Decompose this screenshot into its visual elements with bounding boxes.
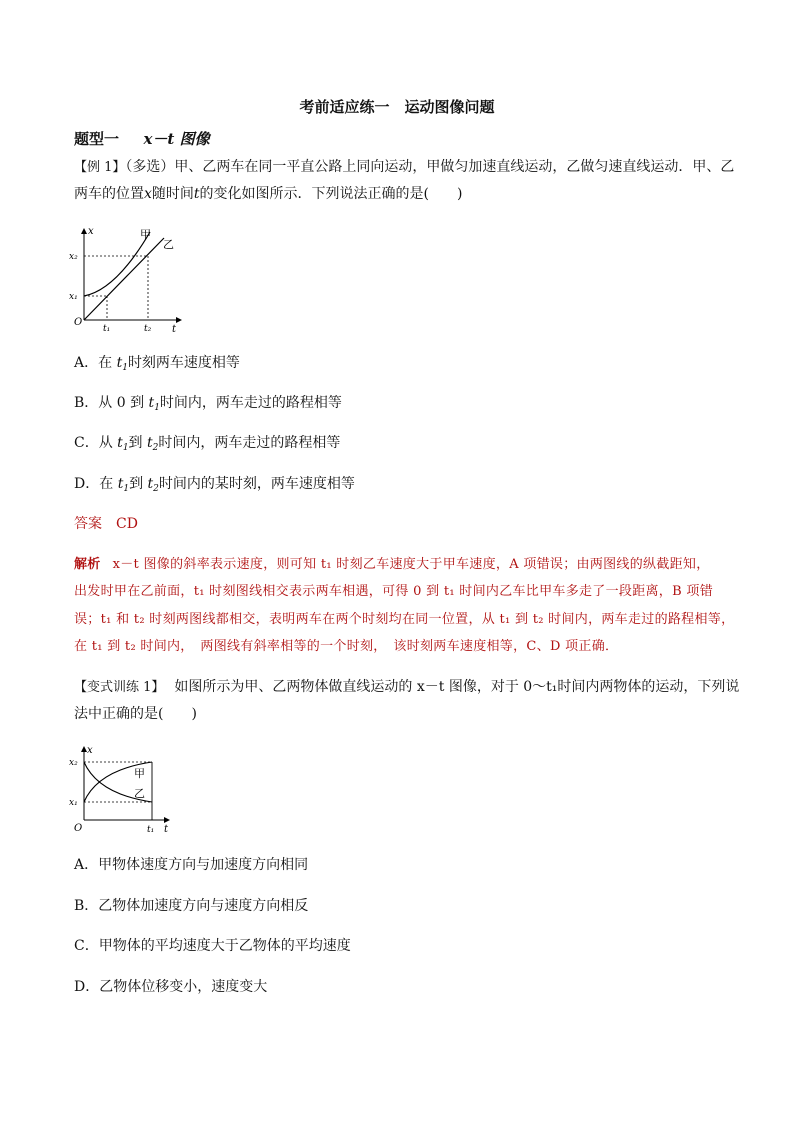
variant1-line2: 法中正确的是( ) [74,706,197,722]
curve-yi-label: 乙 [163,238,174,251]
x1-label: x₁ [69,292,78,302]
option-c-text: 时间内，两车走过的路程相等 [158,435,341,451]
x-axis-label: t [172,324,177,335]
x1-label: x₁ [69,798,78,808]
t2-label: t₂ [144,324,152,334]
solution-label: 解析 [74,557,101,572]
variant1-line1 [74,677,739,698]
t1-label: t₁ [147,825,155,835]
t1-symbol: $t_1$ [117,476,130,494]
example1-tag: 【例 1】 [74,160,126,175]
curve-jia-label: 甲 [140,228,151,241]
variant1-option-d: D．乙物体位移变小，速度变大 [74,979,268,995]
curve-jia-label: 甲 [134,767,145,780]
var-t: t [193,186,200,202]
solution-line-4: 在 t₁ 到 t₂ 时间内， 两图线有斜率相等的一个时刻， 该时刻两车速度相等，C、D 项正确． [74,639,619,654]
option-d-pre: D．在 [74,476,118,492]
curve-yi-label: 乙 [134,787,145,800]
answer-value: CD [116,516,138,532]
example1-text2c: 的变化如图所示．下列说法正确的是( ) [199,186,463,202]
t1-symbol: $t_1$ [148,395,160,413]
line-yi [84,238,164,320]
section-prefix: 题型一 [74,130,120,148]
example1-line2 [74,184,462,204]
option-b-text: 时间内，两车走过的路程相等 [159,395,342,411]
solution-line-1 [74,555,710,575]
answer [74,514,138,534]
option-a-text: 时刻两车速度相等 [127,355,240,371]
origin-label: O [74,317,83,328]
y-axis-label: x [88,226,94,237]
t1-symbol: $t_1$ [117,435,129,453]
t1-label: t₁ [103,324,111,334]
t1-symbol: $t_1$ [116,355,128,373]
x-axis-label: t [164,824,169,835]
option-c [74,433,340,453]
t2-symbol: $t_2$ [147,476,159,494]
solution-text-1: x－t 图像的斜率表示速度，则可知 t₁ 时刻乙车速度大于甲车速度，A 项错误；由两图线的纵截距知， [112,557,710,572]
page-title: 考前适应练一 运动图像问题 [299,98,495,116]
variant1-tag: 【变式训练 1】 [74,680,165,695]
solution-line-2: 出发时甲在乙前面，t₁ 时刻图线相交表示两车相遇，可得 0 到 t₁ 时间内乙车比甲车多走了一段距离，B 项错 [74,584,713,599]
variant1-option-b: B．乙物体加速度方向与速度方向相反 [74,898,309,914]
variant1-graph [68,744,178,836]
section-label: x－t 图像 [143,130,210,148]
option-c-pre: C．从 [74,435,118,451]
x2-label: x₂ [69,758,78,768]
origin-label: O [74,823,83,834]
answer-label: 答案 [74,516,102,532]
variant1-option-c: C．甲物体的平均速度大于乙物体的平均速度 [74,938,351,954]
example1-text2b: 随时间 [151,186,194,202]
variant1-text1: 如图所示为甲、乙两物体做直线运动的 x－t 图像，对于 0～t₁时间内两物体的运动，下列说 [174,679,740,695]
option-c-mid: 到 [128,435,147,451]
example1-line1 [74,157,734,178]
y-axis-label: x [87,745,93,756]
option-d-text: 时间内的某时刻，两车速度相等 [158,476,355,492]
example1-graph [68,224,188,336]
section-heading [74,128,210,149]
option-d-mid: 到 [129,476,148,492]
option-b-pre: B．从 0 到 [74,395,149,411]
variant1-option-a: A．甲物体速度方向与加速度方向相同 [74,857,309,873]
option-a-pre: A．在 [74,355,117,371]
x2-label: x₂ [69,252,78,262]
var-x: x [144,186,152,202]
option-d [74,474,355,494]
option-a [74,353,240,373]
example1-text1: （多选）甲、乙两车在同一平直公路上同向运动，甲做匀加速直线运动，乙做匀速直线运动．甲、乙 [125,159,735,175]
option-b [74,393,342,413]
example1-text2a: 两车的位置 [74,186,144,202]
solution-line-3: 误；t₁ 和 t₂ 时刻两图线都相交，表明两车在两个时刻均在同一位置，从 t₁ 到 t₂ 时间内，两车走过的路程相等， [74,612,735,627]
t2-symbol: $t_2$ [147,435,159,453]
